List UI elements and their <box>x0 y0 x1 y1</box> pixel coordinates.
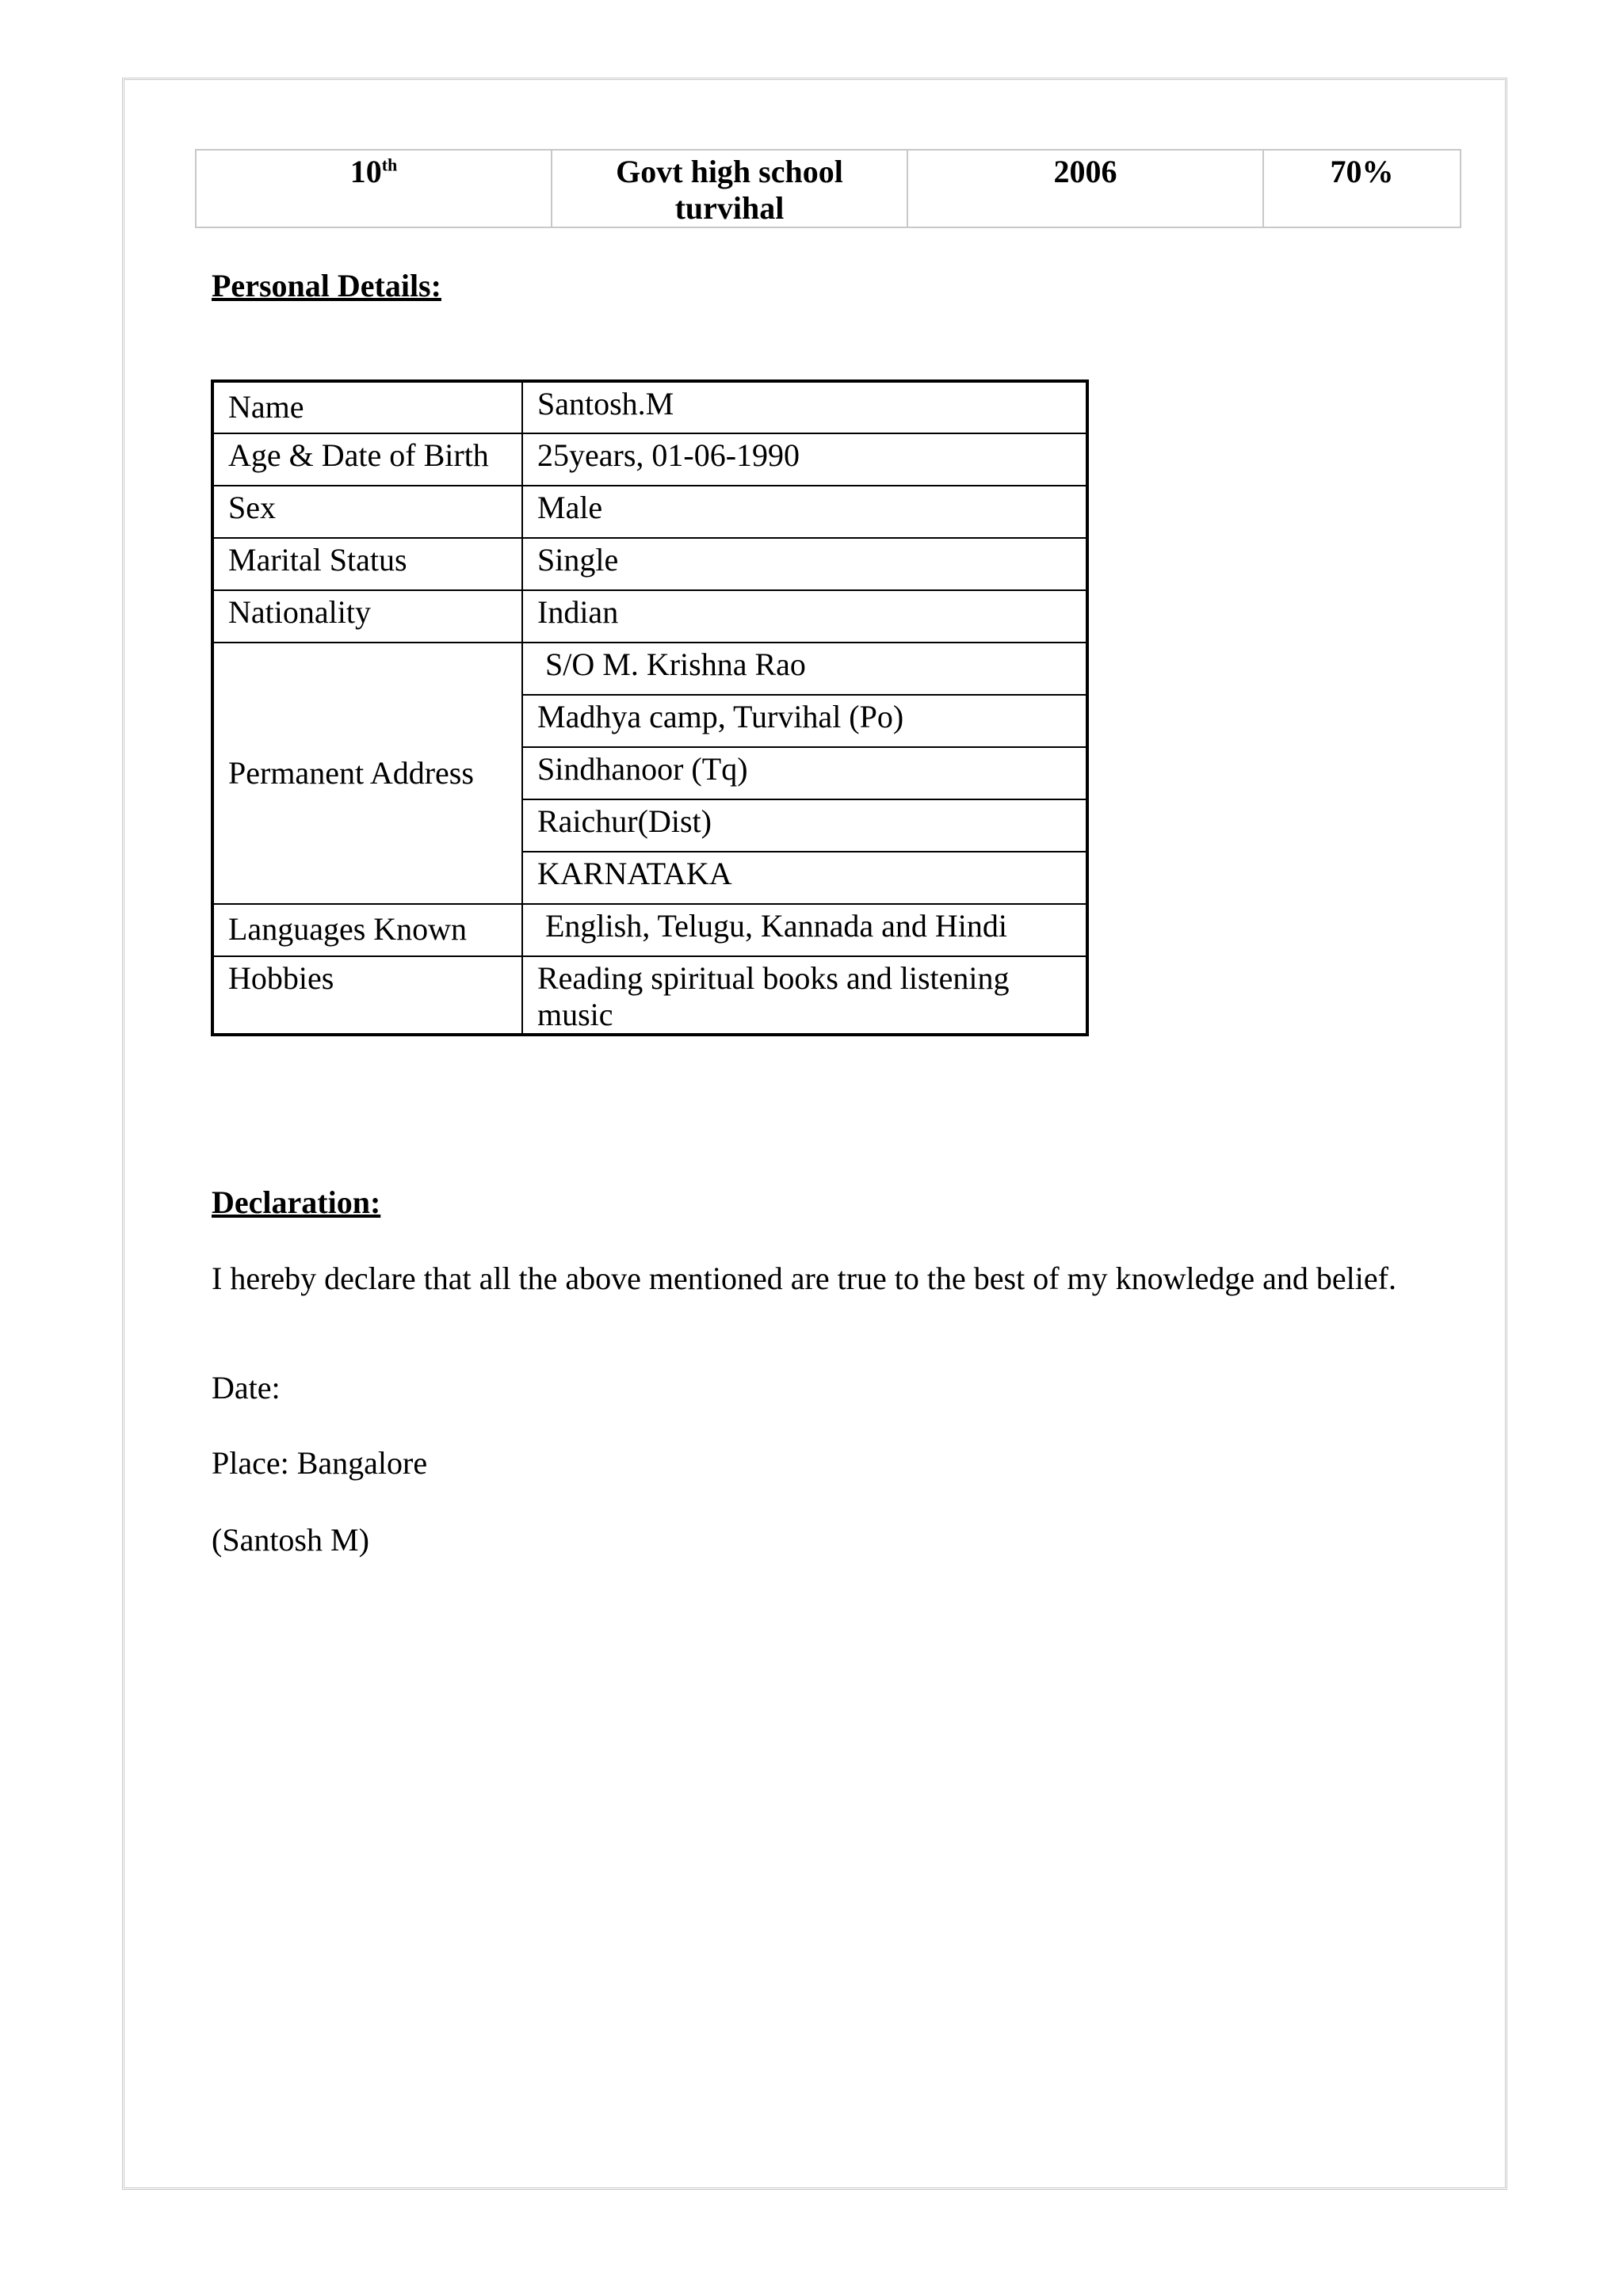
address-line: Madhya camp, Turvihal (Po) <box>522 695 1087 747</box>
education-table <box>195 149 1461 228</box>
edu-level-cell <box>196 150 552 227</box>
declaration-text: I hereby declare that all the above mentioned are true to the best of my knowledge and belief. <box>212 1261 1396 1296</box>
row-value-languages: English, Telugu, Kannada and Hindi <box>522 904 1087 956</box>
table-row <box>212 590 1087 643</box>
row-label-hobbies: Hobbies <box>212 956 522 1035</box>
edu-percentage: 70% <box>1263 150 1461 227</box>
table-row <box>212 381 1087 433</box>
row-label-marital: Marital Status <box>212 538 522 590</box>
edu-level: 10 <box>349 154 382 189</box>
table-row <box>212 643 1087 695</box>
table-row <box>212 956 1087 1035</box>
row-value-nationality: Indian <box>522 590 1087 643</box>
row-label-nationality: Nationality <box>212 590 522 643</box>
row-value-sex: Male <box>522 486 1087 538</box>
address-line: Sindhanoor (Tq) <box>522 747 1087 799</box>
row-label-age: Age & Date of Birth <box>212 433 522 486</box>
edu-institution-line2: turvihal <box>674 190 785 226</box>
row-value-age: 25years, 01-06-1990 <box>522 433 1087 486</box>
row-label-sex: Sex <box>212 486 522 538</box>
edu-institution-cell <box>552 150 907 227</box>
row-label-address: Permanent Address <box>212 643 522 904</box>
personal-details-table <box>211 379 1089 1036</box>
signature-name: (Santosh M) <box>212 1522 369 1558</box>
table-row <box>212 433 1087 486</box>
edu-level-sup: th <box>381 154 398 175</box>
place-text: Place: Bangalore <box>212 1445 428 1481</box>
row-label-name: Name <box>212 381 522 433</box>
row-value-marital: Single <box>522 538 1087 590</box>
table-row <box>212 904 1087 956</box>
edu-year: 2006 <box>907 150 1263 227</box>
personal-details-heading: Personal Details: <box>212 268 441 303</box>
address-line: KARNATAKA <box>522 852 1087 904</box>
edu-institution-line1: Govt high school <box>616 154 843 189</box>
address-line: S/O M. Krishna Rao <box>522 643 1087 695</box>
row-value-hobbies: Reading spiritual books and listening music <box>522 956 1087 1035</box>
row-label-languages: Languages Known <box>212 904 522 956</box>
table-row <box>196 150 1461 227</box>
declaration-heading: Declaration: <box>212 1184 381 1220</box>
address-line: Raichur(Dist) <box>522 799 1087 852</box>
date-label: Date: <box>212 1370 281 1405</box>
table-row <box>212 538 1087 590</box>
table-row <box>212 486 1087 538</box>
row-value-name: Santosh.M <box>522 381 1087 433</box>
